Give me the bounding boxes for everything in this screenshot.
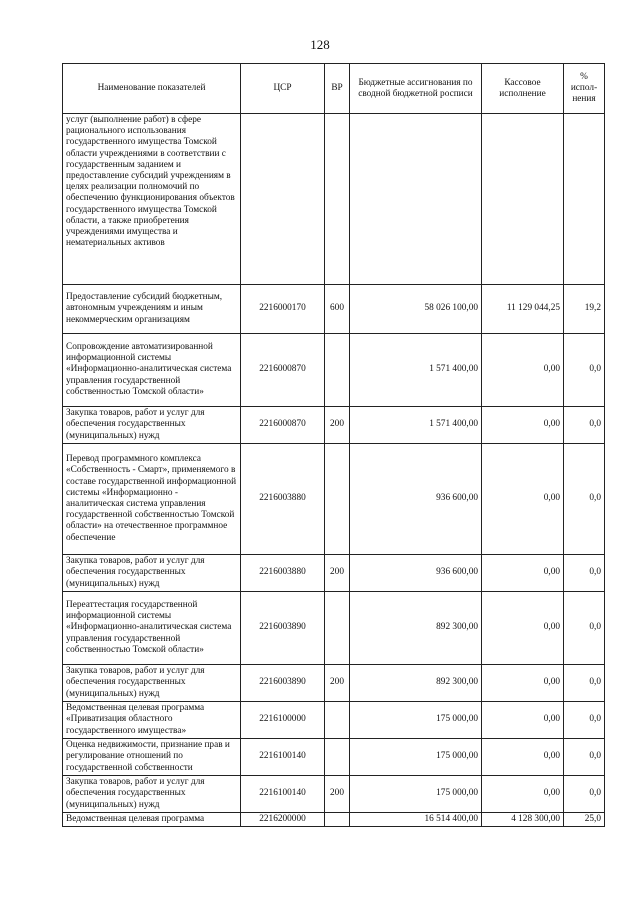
row-percent-cell: 0,0: [564, 592, 605, 665]
row-vr-cell: 600: [325, 285, 350, 334]
row-csr-cell: 2216003880: [241, 444, 325, 555]
table-row: [63, 592, 605, 665]
row-cash-cell: 4 128 300,00: [482, 813, 564, 827]
row-csr-cell: 2216000870: [241, 334, 325, 407]
header-name: Наименование показателей: [63, 64, 241, 114]
row-name-cell: Оценка недвижимости, признание прав и регулирование отношений по государственной собственности: [63, 739, 241, 776]
row-name-cell: Ведомственная целевая программа: [63, 813, 241, 827]
row-csr-cell: 2216003890: [241, 592, 325, 665]
table-row: [63, 334, 605, 407]
row-csr-cell: [241, 114, 325, 285]
row-budget-cell: 1 571 400,00: [350, 407, 482, 444]
row-vr-cell: [325, 813, 350, 827]
header-percent: % испол-нения: [564, 64, 605, 114]
page-number: 128: [310, 37, 330, 52]
row-vr-cell: [325, 444, 350, 555]
row-cash-cell: 0,00: [482, 702, 564, 739]
row-cash-cell: [482, 114, 564, 285]
row-name-cell: Сопровождение автоматизированной информационной системы «Информационно-аналитическая система управления государственной собственностью Томской области»: [63, 334, 241, 407]
row-vr-cell: [325, 739, 350, 776]
row-cash-cell: 0,00: [482, 739, 564, 776]
header-budget: Бюджетные ассигнования по сводной бюджетной росписи: [350, 64, 482, 114]
table-header-row: [63, 64, 605, 114]
table-row: [63, 285, 605, 334]
row-vr-cell: [325, 114, 350, 285]
row-percent-cell: 0,0: [564, 739, 605, 776]
row-cash-cell: 0,00: [482, 407, 564, 444]
row-name-cell: Закупка товаров, работ и услуг для обеспечения государственных (муниципальных) нужд: [63, 555, 241, 592]
row-name-cell: услуг (выполнение работ) в сфере рационального использования государственного имущества Томской области учреждениями в соответствии с государственным заданием и предоставление субсидий учреждениям в целях реализации полномочий по обеспечению функционирования объектов государственного имущества Томской области, а также приобретения учреждениями имущества и нематериальных активов: [63, 114, 241, 285]
table-row: [63, 444, 605, 555]
row-percent-cell: 19,2: [564, 285, 605, 334]
row-cash-cell: 0,00: [482, 444, 564, 555]
row-percent-cell: 25,0: [564, 813, 605, 827]
row-budget-cell: 175 000,00: [350, 776, 482, 813]
row-percent-cell: 0,0: [564, 334, 605, 407]
row-percent-cell: 0,0: [564, 444, 605, 555]
row-percent-cell: 0,0: [564, 407, 605, 444]
row-csr-cell: 2216000170: [241, 285, 325, 334]
row-csr-cell: 2216100000: [241, 702, 325, 739]
row-name-cell: Перевод программного комплекса «Собственность - Смарт», применяемого в составе государственной информационной системы «Информационно - аналитическая система управления государственной собственностью Томской области» на отечественное программное обеспечение: [63, 444, 241, 555]
row-percent-cell: [564, 114, 605, 285]
table-row: [63, 114, 605, 285]
row-vr-cell: 200: [325, 407, 350, 444]
header-vr: ВР: [325, 64, 350, 114]
table-row: [63, 739, 605, 776]
table-row: [63, 555, 605, 592]
row-cash-cell: 0,00: [482, 776, 564, 813]
row-cash-cell: 0,00: [482, 665, 564, 702]
table-row: [63, 813, 605, 827]
row-csr-cell: 2216003890: [241, 665, 325, 702]
row-name-cell: Закупка товаров, работ и услуг для обеспечения государственных (муниципальных) нужд: [63, 407, 241, 444]
row-budget-cell: 175 000,00: [350, 702, 482, 739]
row-percent-cell: 0,0: [564, 776, 605, 813]
row-cash-cell: 0,00: [482, 592, 564, 665]
row-csr-cell: 2216003880: [241, 555, 325, 592]
row-percent-cell: 0,0: [564, 665, 605, 702]
row-name-cell: Переаттестация государственной информационной системы «Информационно-аналитическая система управления государственной собственностью Томской области»: [63, 592, 241, 665]
row-name-cell: Ведомственная целевая программа «Приватизация областного государственного имущества»: [63, 702, 241, 739]
row-budget-cell: 936 600,00: [350, 555, 482, 592]
table-row: [63, 665, 605, 702]
row-budget-cell: 16 514 400,00: [350, 813, 482, 827]
budget-execution-table: [62, 63, 605, 827]
header-cash: Кассовое исполнение: [482, 64, 564, 114]
table-row: [63, 702, 605, 739]
row-budget-cell: 892 300,00: [350, 592, 482, 665]
row-vr-cell: 200: [325, 555, 350, 592]
row-name-cell: Закупка товаров, работ и услуг для обеспечения государственных (муниципальных) нужд: [63, 776, 241, 813]
table-row: [63, 776, 605, 813]
row-cash-cell: 0,00: [482, 555, 564, 592]
row-budget-cell: 1 571 400,00: [350, 334, 482, 407]
row-vr-cell: 200: [325, 665, 350, 702]
row-percent-cell: 0,0: [564, 555, 605, 592]
row-name-cell: Предоставление субсидий бюджетным, автономным учреждениям и иным некоммерческим организациям: [63, 285, 241, 334]
row-name-cell: Закупка товаров, работ и услуг для обеспечения государственных (муниципальных) нужд: [63, 665, 241, 702]
row-vr-cell: [325, 702, 350, 739]
row-percent-cell: 0,0: [564, 702, 605, 739]
row-csr-cell: 2216100140: [241, 739, 325, 776]
row-budget-cell: 892 300,00: [350, 665, 482, 702]
row-cash-cell: 11 129 044,25: [482, 285, 564, 334]
row-csr-cell: 2216200000: [241, 813, 325, 827]
row-budget-cell: 58 026 100,00: [350, 285, 482, 334]
row-csr-cell: 2216000870: [241, 407, 325, 444]
row-vr-cell: [325, 334, 350, 407]
row-vr-cell: 200: [325, 776, 350, 813]
row-cash-cell: 0,00: [482, 334, 564, 407]
table-row: [63, 407, 605, 444]
row-budget-cell: [350, 114, 482, 285]
row-budget-cell: 936 600,00: [350, 444, 482, 555]
header-csr: ЦСР: [241, 64, 325, 114]
row-csr-cell: 2216100140: [241, 776, 325, 813]
row-vr-cell: [325, 592, 350, 665]
row-budget-cell: 175 000,00: [350, 739, 482, 776]
